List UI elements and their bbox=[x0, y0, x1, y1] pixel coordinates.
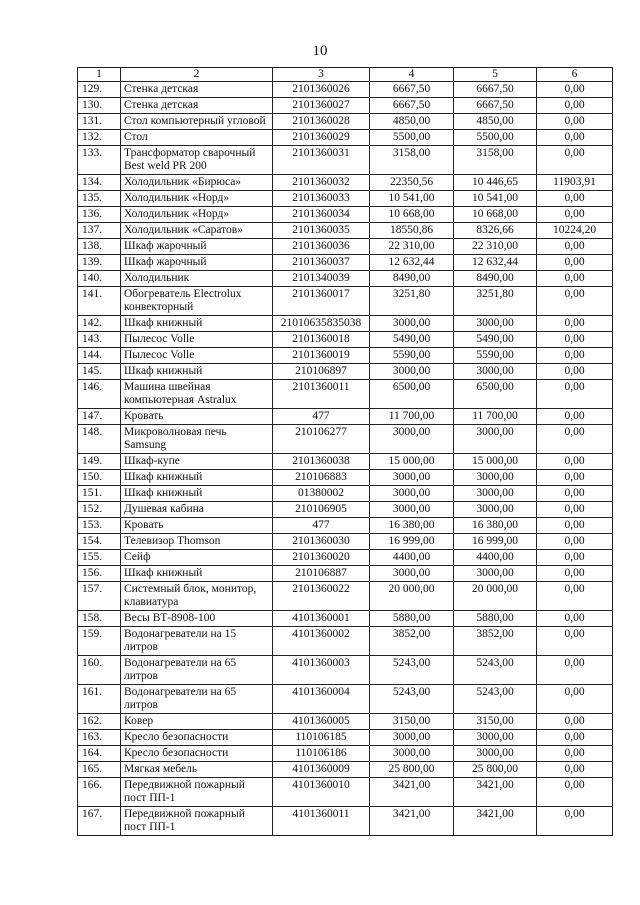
inventory-code-cell: 110106185 bbox=[273, 730, 370, 746]
depreciation-cell: 3251,80 bbox=[454, 287, 537, 316]
residual-value-cell: 0,00 bbox=[537, 114, 613, 130]
depreciation-cell: 16 999,00 bbox=[454, 534, 537, 550]
depreciation-cell: 22 310,00 bbox=[454, 239, 537, 255]
inventory-code-cell: 21010635835038 bbox=[273, 316, 370, 332]
row-number-cell: 135. bbox=[78, 191, 121, 207]
book-value-cell: 3421,00 bbox=[370, 807, 454, 836]
item-name-cell: Холодильник «Норд» bbox=[121, 191, 273, 207]
table-row bbox=[78, 502, 613, 518]
item-name-cell: Кровать bbox=[121, 518, 273, 534]
residual-value-cell: 0,00 bbox=[537, 98, 613, 114]
depreciation-cell: 3000,00 bbox=[454, 502, 537, 518]
column-header-6: 6 bbox=[537, 68, 613, 82]
item-name-cell: Душевая кабина bbox=[121, 502, 273, 518]
book-value-cell: 3000,00 bbox=[370, 425, 454, 454]
book-value-cell: 22350,56 bbox=[370, 175, 454, 191]
depreciation-cell: 16 380,00 bbox=[454, 518, 537, 534]
inventory-code-cell: 2101360034 bbox=[273, 207, 370, 223]
table-row bbox=[78, 98, 613, 114]
table-row bbox=[78, 130, 613, 146]
row-number-cell: 152. bbox=[78, 502, 121, 518]
item-name-cell: Стенка детская bbox=[121, 98, 273, 114]
table-row bbox=[78, 454, 613, 470]
table-row bbox=[78, 380, 613, 409]
table-row bbox=[78, 348, 613, 364]
book-value-cell: 3852,00 bbox=[370, 627, 454, 656]
inventory-code-cell: 210106277 bbox=[273, 425, 370, 454]
row-number-cell: 166. bbox=[78, 778, 121, 807]
book-value-cell: 4400,00 bbox=[370, 550, 454, 566]
item-name-cell: Шкаф-купе bbox=[121, 454, 273, 470]
inventory-code-cell: 4101360010 bbox=[273, 778, 370, 807]
depreciation-cell: 3000,00 bbox=[454, 364, 537, 380]
table-row bbox=[78, 550, 613, 566]
inventory-code-cell: 210106883 bbox=[273, 470, 370, 486]
residual-value-cell: 0,00 bbox=[537, 82, 613, 98]
row-number-cell: 143. bbox=[78, 332, 121, 348]
row-number-cell: 147. bbox=[78, 409, 121, 425]
depreciation-cell: 6667,50 bbox=[454, 98, 537, 114]
depreciation-cell: 4850,00 bbox=[454, 114, 537, 130]
residual-value-cell: 0,00 bbox=[537, 611, 613, 627]
book-value-cell: 3251,80 bbox=[370, 287, 454, 316]
book-value-cell: 10 541,00 bbox=[370, 191, 454, 207]
row-number-cell: 140. bbox=[78, 271, 121, 287]
depreciation-cell: 3158,00 bbox=[454, 146, 537, 175]
book-value-cell: 18550,86 bbox=[370, 223, 454, 239]
item-name-cell: Мягкая мебель bbox=[121, 762, 273, 778]
table-row bbox=[78, 271, 613, 287]
residual-value-cell: 10224,20 bbox=[537, 223, 613, 239]
item-name-cell: Машина швейная компьютерная Astralux bbox=[121, 380, 273, 409]
row-number-cell: 151. bbox=[78, 486, 121, 502]
residual-value-cell: 0,00 bbox=[537, 762, 613, 778]
table-row bbox=[78, 807, 613, 836]
residual-value-cell: 0,00 bbox=[537, 582, 613, 611]
depreciation-cell: 6667,50 bbox=[454, 82, 537, 98]
inventory-code-cell: 2101360030 bbox=[273, 534, 370, 550]
inventory-code-cell: 4101360003 bbox=[273, 656, 370, 685]
table-row bbox=[78, 207, 613, 223]
table-row bbox=[78, 364, 613, 380]
row-number-cell: 148. bbox=[78, 425, 121, 454]
table-row bbox=[78, 627, 613, 656]
book-value-cell: 6667,50 bbox=[370, 98, 454, 114]
table-row bbox=[78, 778, 613, 807]
table-row bbox=[78, 239, 613, 255]
table-row bbox=[78, 730, 613, 746]
item-name-cell: Шкаф книжный bbox=[121, 486, 273, 502]
book-value-cell: 5243,00 bbox=[370, 656, 454, 685]
book-value-cell: 25 800,00 bbox=[370, 762, 454, 778]
depreciation-cell: 5243,00 bbox=[454, 685, 537, 714]
item-name-cell: Передвижной пожарный пост ПП-1 bbox=[121, 807, 273, 836]
book-value-cell: 3000,00 bbox=[370, 746, 454, 762]
inventory-code-cell: 477 bbox=[273, 409, 370, 425]
residual-value-cell: 0,00 bbox=[537, 287, 613, 316]
table-row bbox=[78, 316, 613, 332]
depreciation-cell: 3000,00 bbox=[454, 486, 537, 502]
residual-value-cell: 0,00 bbox=[537, 470, 613, 486]
item-name-cell: Пылесос Volle bbox=[121, 332, 273, 348]
depreciation-cell: 6500,00 bbox=[454, 380, 537, 409]
inventory-code-cell: 2101360037 bbox=[273, 255, 370, 271]
item-name-cell: Водонагреватели на 65 литров bbox=[121, 656, 273, 685]
residual-value-cell: 0,00 bbox=[537, 534, 613, 550]
residual-value-cell: 0,00 bbox=[537, 778, 613, 807]
row-number-cell: 134. bbox=[78, 175, 121, 191]
depreciation-cell: 10 668,00 bbox=[454, 207, 537, 223]
residual-value-cell: 0,00 bbox=[537, 714, 613, 730]
book-value-cell: 6500,00 bbox=[370, 380, 454, 409]
inventory-table bbox=[77, 67, 613, 836]
depreciation-cell: 5590,00 bbox=[454, 348, 537, 364]
residual-value-cell: 0,00 bbox=[537, 316, 613, 332]
residual-value-cell: 0,00 bbox=[537, 627, 613, 656]
book-value-cell: 5243,00 bbox=[370, 685, 454, 714]
book-value-cell: 3000,00 bbox=[370, 486, 454, 502]
table-row bbox=[78, 425, 613, 454]
inventory-code-cell: 4101360004 bbox=[273, 685, 370, 714]
item-name-cell: Шкаф книжный bbox=[121, 316, 273, 332]
table-row bbox=[78, 762, 613, 778]
residual-value-cell: 0,00 bbox=[537, 746, 613, 762]
depreciation-cell: 20 000,00 bbox=[454, 582, 537, 611]
book-value-cell: 3000,00 bbox=[370, 364, 454, 380]
inventory-code-cell: 2101360027 bbox=[273, 98, 370, 114]
residual-value-cell: 0,00 bbox=[537, 685, 613, 714]
inventory-code-cell: 2101360026 bbox=[273, 82, 370, 98]
column-header-5: 5 bbox=[454, 68, 537, 82]
table-row bbox=[78, 255, 613, 271]
residual-value-cell: 0,00 bbox=[537, 656, 613, 685]
row-number-cell: 139. bbox=[78, 255, 121, 271]
book-value-cell: 3000,00 bbox=[370, 502, 454, 518]
book-value-cell: 3000,00 bbox=[370, 566, 454, 582]
inventory-code-cell: 2101360022 bbox=[273, 582, 370, 611]
residual-value-cell: 0,00 bbox=[537, 271, 613, 287]
inventory-code-cell: 2101360020 bbox=[273, 550, 370, 566]
column-header-1: 1 bbox=[78, 68, 121, 82]
row-number-cell: 130. bbox=[78, 98, 121, 114]
residual-value-cell: 0,00 bbox=[537, 239, 613, 255]
row-number-cell: 153. bbox=[78, 518, 121, 534]
inventory-code-cell: 4101360005 bbox=[273, 714, 370, 730]
book-value-cell: 8490,00 bbox=[370, 271, 454, 287]
table-row bbox=[78, 746, 613, 762]
page-number: 10 bbox=[312, 43, 328, 59]
inventory-code-cell: 01380002 bbox=[273, 486, 370, 502]
item-name-cell: Шкаф жарочный bbox=[121, 255, 273, 271]
table-row bbox=[78, 566, 613, 582]
item-name-cell: Стол bbox=[121, 130, 273, 146]
item-name-cell: Холодильник «Бирюса» bbox=[121, 175, 273, 191]
item-name-cell: Шкаф книжный bbox=[121, 364, 273, 380]
depreciation-cell: 4400,00 bbox=[454, 550, 537, 566]
depreciation-cell: 10 541,00 bbox=[454, 191, 537, 207]
residual-value-cell: 11903,91 bbox=[537, 175, 613, 191]
item-name-cell: Холодильник bbox=[121, 271, 273, 287]
residual-value-cell: 0,00 bbox=[537, 454, 613, 470]
book-value-cell: 10 668,00 bbox=[370, 207, 454, 223]
row-number-cell: 150. bbox=[78, 470, 121, 486]
item-name-cell: Сейф bbox=[121, 550, 273, 566]
table-row bbox=[78, 191, 613, 207]
depreciation-cell: 5490,00 bbox=[454, 332, 537, 348]
inventory-code-cell: 2101360035 bbox=[273, 223, 370, 239]
inventory-code-cell: 2101340039 bbox=[273, 271, 370, 287]
row-number-cell: 146. bbox=[78, 380, 121, 409]
item-name-cell: Шкаф жарочный bbox=[121, 239, 273, 255]
row-number-cell: 133. bbox=[78, 146, 121, 175]
row-number-cell: 129. bbox=[78, 82, 121, 98]
row-number-cell: 149. bbox=[78, 454, 121, 470]
book-value-cell: 20 000,00 bbox=[370, 582, 454, 611]
book-value-cell: 5490,00 bbox=[370, 332, 454, 348]
depreciation-cell: 3000,00 bbox=[454, 730, 537, 746]
residual-value-cell: 0,00 bbox=[537, 502, 613, 518]
row-number-cell: 162. bbox=[78, 714, 121, 730]
row-number-cell: 144. bbox=[78, 348, 121, 364]
inventory-code-cell: 2101360029 bbox=[273, 130, 370, 146]
depreciation-cell: 5880,00 bbox=[454, 611, 537, 627]
book-value-cell: 16 380,00 bbox=[370, 518, 454, 534]
row-number-cell: 161. bbox=[78, 685, 121, 714]
item-name-cell: Холодильник «Норд» bbox=[121, 207, 273, 223]
inventory-code-cell: 2101360028 bbox=[273, 114, 370, 130]
depreciation-cell: 5243,00 bbox=[454, 656, 537, 685]
residual-value-cell: 0,00 bbox=[537, 409, 613, 425]
table-row bbox=[78, 518, 613, 534]
table-row bbox=[78, 656, 613, 685]
item-name-cell: Стол компьютерный угловой bbox=[121, 114, 273, 130]
inventory-code-cell: 2101360036 bbox=[273, 239, 370, 255]
book-value-cell: 4850,00 bbox=[370, 114, 454, 130]
residual-value-cell: 0,00 bbox=[537, 550, 613, 566]
row-number-cell: 131. bbox=[78, 114, 121, 130]
row-number-cell: 156. bbox=[78, 566, 121, 582]
row-number-cell: 136. bbox=[78, 207, 121, 223]
row-number-cell: 154. bbox=[78, 534, 121, 550]
table-row bbox=[78, 611, 613, 627]
book-value-cell: 3150,00 bbox=[370, 714, 454, 730]
book-value-cell: 22 310,00 bbox=[370, 239, 454, 255]
book-value-cell: 3000,00 bbox=[370, 730, 454, 746]
column-header-4: 4 bbox=[370, 68, 454, 82]
residual-value-cell: 0,00 bbox=[537, 425, 613, 454]
table-row bbox=[78, 287, 613, 316]
residual-value-cell: 0,00 bbox=[537, 566, 613, 582]
table-row bbox=[78, 470, 613, 486]
inventory-code-cell: 210106887 bbox=[273, 566, 370, 582]
inventory-code-cell: 110106186 bbox=[273, 746, 370, 762]
table-row bbox=[78, 582, 613, 611]
table-body bbox=[78, 82, 613, 836]
book-value-cell: 5880,00 bbox=[370, 611, 454, 627]
item-name-cell: Шкаф книжный bbox=[121, 470, 273, 486]
inventory-code-cell: 2101360038 bbox=[273, 454, 370, 470]
depreciation-cell: 3421,00 bbox=[454, 807, 537, 836]
depreciation-cell: 3000,00 bbox=[454, 566, 537, 582]
item-name-cell: Микроволновая печь Samsung bbox=[121, 425, 273, 454]
book-value-cell: 15 000,00 bbox=[370, 454, 454, 470]
inventory-code-cell: 2101360032 bbox=[273, 175, 370, 191]
item-name-cell: Водонагреватели на 15 литров bbox=[121, 627, 273, 656]
residual-value-cell: 0,00 bbox=[537, 364, 613, 380]
depreciation-cell: 3000,00 bbox=[454, 425, 537, 454]
row-number-cell: 142. bbox=[78, 316, 121, 332]
item-name-cell: Стенка детская bbox=[121, 82, 273, 98]
row-number-cell: 163. bbox=[78, 730, 121, 746]
item-name-cell: Водонагреватели на 65 литров bbox=[121, 685, 273, 714]
inventory-code-cell: 2101360019 bbox=[273, 348, 370, 364]
inventory-code-cell: 2101360017 bbox=[273, 287, 370, 316]
row-number-cell: 145. bbox=[78, 364, 121, 380]
depreciation-cell: 12 632,44 bbox=[454, 255, 537, 271]
depreciation-cell: 3000,00 bbox=[454, 746, 537, 762]
inventory-code-cell: 4101360009 bbox=[273, 762, 370, 778]
row-number-cell: 141. bbox=[78, 287, 121, 316]
depreciation-cell: 3150,00 bbox=[454, 714, 537, 730]
item-name-cell: Передвижной пожарный пост ПП-1 bbox=[121, 778, 273, 807]
item-name-cell: Шкаф книжный bbox=[121, 566, 273, 582]
row-number-cell: 165. bbox=[78, 762, 121, 778]
table-row bbox=[78, 223, 613, 239]
residual-value-cell: 0,00 bbox=[537, 191, 613, 207]
item-name-cell: Трансформатор сварочный Best weld PR 200 bbox=[121, 146, 273, 175]
row-number-cell: 159. bbox=[78, 627, 121, 656]
inventory-code-cell: 2101360018 bbox=[273, 332, 370, 348]
item-name-cell: Холодильник «Саратов» bbox=[121, 223, 273, 239]
book-value-cell: 6667,50 bbox=[370, 82, 454, 98]
depreciation-cell: 11 700,00 bbox=[454, 409, 537, 425]
book-value-cell: 11 700,00 bbox=[370, 409, 454, 425]
inventory-code-cell: 477 bbox=[273, 518, 370, 534]
residual-value-cell: 0,00 bbox=[537, 332, 613, 348]
depreciation-cell: 8326,66 bbox=[454, 223, 537, 239]
book-value-cell: 5590,00 bbox=[370, 348, 454, 364]
table-row bbox=[78, 714, 613, 730]
table-row bbox=[78, 332, 613, 348]
residual-value-cell: 0,00 bbox=[537, 255, 613, 271]
residual-value-cell: 0,00 bbox=[537, 146, 613, 175]
row-number-cell: 155. bbox=[78, 550, 121, 566]
table-row bbox=[78, 409, 613, 425]
inventory-code-cell: 210106897 bbox=[273, 364, 370, 380]
table-row bbox=[78, 685, 613, 714]
table-row bbox=[78, 486, 613, 502]
row-number-cell: 137. bbox=[78, 223, 121, 239]
book-value-cell: 3158,00 bbox=[370, 146, 454, 175]
residual-value-cell: 0,00 bbox=[537, 807, 613, 836]
residual-value-cell: 0,00 bbox=[537, 730, 613, 746]
depreciation-cell: 8490,00 bbox=[454, 271, 537, 287]
depreciation-cell: 5500,00 bbox=[454, 130, 537, 146]
residual-value-cell: 0,00 bbox=[537, 518, 613, 534]
row-number-cell: 160. bbox=[78, 656, 121, 685]
depreciation-cell: 3000,00 bbox=[454, 316, 537, 332]
residual-value-cell: 0,00 bbox=[537, 486, 613, 502]
depreciation-cell: 15 000,00 bbox=[454, 454, 537, 470]
table-header-row bbox=[78, 68, 613, 82]
column-header-3: 3 bbox=[273, 68, 370, 82]
row-number-cell: 132. bbox=[78, 130, 121, 146]
item-name-cell: Весы ВТ-8908-100 bbox=[121, 611, 273, 627]
residual-value-cell: 0,00 bbox=[537, 207, 613, 223]
inventory-code-cell: 210106905 bbox=[273, 502, 370, 518]
row-number-cell: 158. bbox=[78, 611, 121, 627]
book-value-cell: 3000,00 bbox=[370, 316, 454, 332]
book-value-cell: 12 632,44 bbox=[370, 255, 454, 271]
inventory-code-cell: 4101360011 bbox=[273, 807, 370, 836]
column-header-2: 2 bbox=[121, 68, 273, 82]
table-row bbox=[78, 175, 613, 191]
inventory-code-cell: 4101360002 bbox=[273, 627, 370, 656]
inventory-code-cell: 2101360031 bbox=[273, 146, 370, 175]
table-row bbox=[78, 534, 613, 550]
item-name-cell: Телевизор Thomson bbox=[121, 534, 273, 550]
inventory-code-cell: 4101360001 bbox=[273, 611, 370, 627]
depreciation-cell: 10 446,65 bbox=[454, 175, 537, 191]
book-value-cell: 16 999,00 bbox=[370, 534, 454, 550]
row-number-cell: 138. bbox=[78, 239, 121, 255]
book-value-cell: 3000,00 bbox=[370, 470, 454, 486]
book-value-cell: 5500,00 bbox=[370, 130, 454, 146]
item-name-cell: Пылесос Volle bbox=[121, 348, 273, 364]
depreciation-cell: 3852,00 bbox=[454, 627, 537, 656]
table-row bbox=[78, 114, 613, 130]
item-name-cell: Обогреватель Electrolux конвекторный bbox=[121, 287, 273, 316]
depreciation-cell: 3421,00 bbox=[454, 778, 537, 807]
inventory-code-cell: 2101360011 bbox=[273, 380, 370, 409]
item-name-cell: Кресло безопасности bbox=[121, 730, 273, 746]
depreciation-cell: 25 800,00 bbox=[454, 762, 537, 778]
depreciation-cell: 3000,00 bbox=[454, 470, 537, 486]
residual-value-cell: 0,00 bbox=[537, 130, 613, 146]
inventory-code-cell: 2101360033 bbox=[273, 191, 370, 207]
item-name-cell: Кресло безопасности bbox=[121, 746, 273, 762]
residual-value-cell: 0,00 bbox=[537, 380, 613, 409]
item-name-cell: Ковер bbox=[121, 714, 273, 730]
book-value-cell: 3421,00 bbox=[370, 778, 454, 807]
table-row bbox=[78, 82, 613, 98]
row-number-cell: 167. bbox=[78, 807, 121, 836]
row-number-cell: 164. bbox=[78, 746, 121, 762]
table-row bbox=[78, 146, 613, 175]
item-name-cell: Системный блок, монитор, клавиатура bbox=[121, 582, 273, 611]
residual-value-cell: 0,00 bbox=[537, 348, 613, 364]
item-name-cell: Кровать bbox=[121, 409, 273, 425]
row-number-cell: 157. bbox=[78, 582, 121, 611]
